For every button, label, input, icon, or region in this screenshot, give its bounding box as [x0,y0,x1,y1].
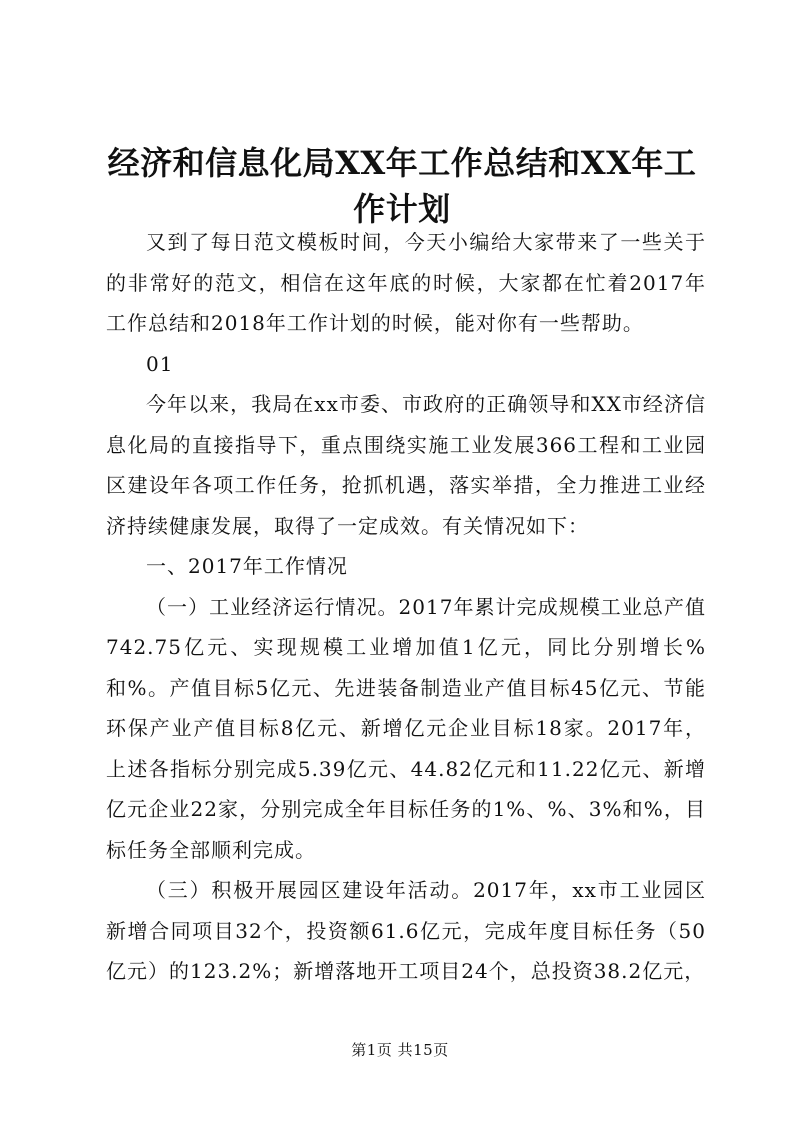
page-footer: 第1页 共15页 [351,1041,449,1059]
section-heading-2017-work: 一、2017年工作情况 [146,554,348,578]
paragraph-overview: 今年以来，我局在xx市委、市政府的正确领导和XX市经济信息化局的直接指导下，重点围绕实施工业发展366工程和工业园区建设年各项工作任务，抢抓机遇，落实举措，全力推进工业经济持续健康发展，取得了一定成效。有关情况如下： [106,392,706,538]
paragraph-intro: 又到了每日范文模板时间，今天小编给大家带来了一些关于的非常好的范文，相信在这年底的时候，大家都在忙着2017年工作总结和2018年工作计划的时候，能对你有一些帮助。 [106,230,706,335]
document-title: 经济和信息化局XX年工作总结和XX年工作计划 [107,144,697,228]
paragraph-section-number: 01 [146,351,174,376]
paragraph-park-construction: （三）积极开展园区建设年活动。2017年，xx市工业园区新增合同项目32个，投资额61.6亿元，完成年度目标任务（50亿元）的123.2%；新增落地开工项目24个，总投资38.2亿元， [106,878,706,983]
paragraph-industrial-economy: （一）工业经济运行情况。2017年累计完成规模工业总产值742.75亿元、实现规模工业增加值1亿元，同比分别增长%和%。产值目标5亿元、先进装备制造业产值目标45亿元、节能环保产业产值目标8亿元、新增亿元企业目标18家。2017年，上述各指标分别完成5.39亿元、44.82亿元和11.22亿元、新增亿元企业22家，分别完成全年目标任务的1%、%、3%和%，目标任务全部顺利完成。 [106,594,706,862]
document-body [106,222,706,992]
